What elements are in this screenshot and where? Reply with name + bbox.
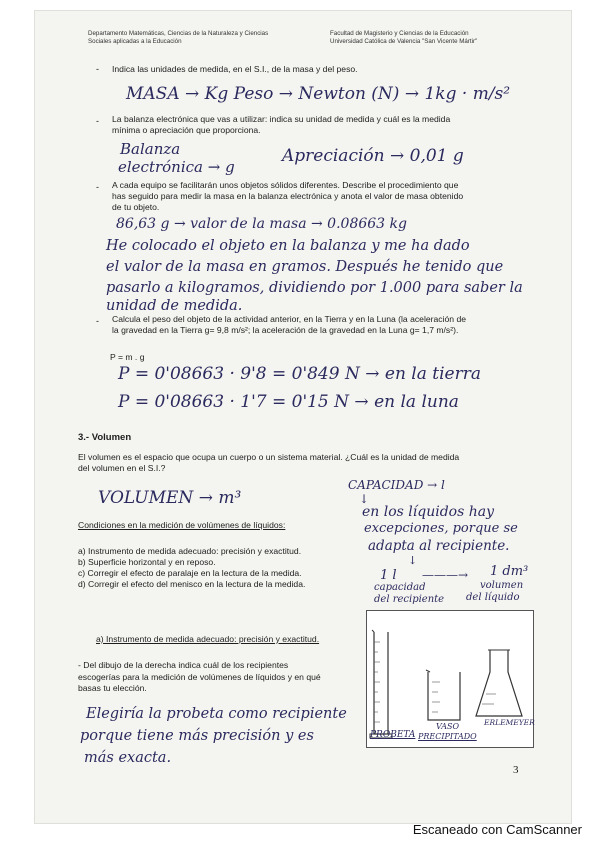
condition-item: d) Corregir el efecto del menisco en la lectura de la medida.: [78, 579, 306, 589]
q3-answer-line2: He colocado el objeto en la balanza y me ha dado: [106, 238, 470, 254]
q3-answer-line3: el valor de la masa en gramos. Después he tenido que: [106, 259, 504, 275]
label-vaso: VASO: [436, 722, 460, 731]
camscanner-footer: Escaneado con CamScanner: [412, 822, 582, 837]
q3-prompt-line1: A cada equipo se facilitarán unos objetos sólidos diferentes. Describe el procedimiento que: [112, 180, 459, 190]
q4-prompt-line2: la gravedad en la Tierra g= 9,8 m/s²; la aceleración de la gravedad en la Luna g= 1,7 m/s²).: [112, 325, 459, 335]
page-number: 3: [513, 764, 519, 776]
side-cap-1: capacidad: [374, 582, 426, 593]
subsection-a-title-text: a) Instrumento de medida adecuado: precisión y exactitud.: [96, 634, 320, 644]
label-probeta: PROBETA: [370, 730, 416, 740]
label-precipitado: PRECIPITADO: [418, 732, 477, 741]
q4-bullet: -: [96, 316, 99, 326]
condition-item: a) Instrumento de medida adecuado: precisión y exactitud.: [78, 546, 302, 556]
header-left: [88, 30, 318, 46]
q3-prompt-line2: has seguido para medir la masa en la balanza electrónica y anota el valor de masa obtenido: [112, 191, 464, 201]
section-intro-line2: del volumen en el S.I.?: [78, 463, 166, 473]
q3-answer-line1: 86,63 g → valor de la masa → 0.08663 kg: [116, 216, 407, 232]
q2-prompt: [112, 114, 450, 136]
q4-prompt-line1: Calcula el peso del objeto de la actividad anterior, en la Tierra y en la Luna (la aceleración de: [112, 314, 466, 324]
q1-answer: MASA → Kg Peso → Newton (N) → 1kg · m/s²: [126, 84, 511, 104]
side-vol-2: del líquido: [466, 592, 520, 603]
subsection-a-prompt: [78, 660, 321, 695]
label-erlenmeyer: ERLEMEYER: [484, 718, 535, 727]
q2-answer-a2: electrónica → g: [118, 158, 235, 176]
q4-answer-line2: P = 0'08663 · 1'7 = 0'15 N → en la luna: [118, 392, 459, 412]
q2-prompt-line1: La balanza electrónica que vas a utilizar: indica su unidad de medida y cuál es la medida: [112, 114, 451, 124]
section-title: 3.- Volumen: [78, 432, 132, 443]
subsection-a-prompt-line1: - Del dibujo de la derecha indica cuál de los recipientes: [78, 660, 289, 670]
side-note-4: adapta al recipiente.: [368, 538, 510, 554]
conditions-list: [78, 546, 305, 590]
q3-answer-line4: pasarlo a kilogramos, dividiendo por 1.000 para saber la: [106, 280, 523, 296]
side-note-3: excepciones, porque se: [364, 521, 518, 536]
side-eq-arrow: ———→: [422, 568, 469, 582]
q2-answer-a1: Balanza: [120, 140, 181, 158]
q2-bullet: -: [96, 116, 99, 126]
condition-item: c) Corregir el efecto de paralaje en la lectura de la medida.: [78, 568, 302, 578]
side-note-1: CAPACIDAD → l: [348, 478, 445, 492]
subsection-a-title: [96, 634, 319, 645]
side-vol-1: volumen: [480, 580, 524, 591]
q3-prompt: [112, 180, 463, 213]
subsection-a-answer-line2: porque tiene más precisión y es: [80, 728, 314, 744]
section-intro-line1: El volumen es el espacio que ocupa un cuerpo o un sistema material. ¿Cuál es la unidad de medida: [78, 452, 460, 462]
header-left-line2: Sociales aplicadas a la Educación: [88, 38, 182, 45]
header-right-line1: Facultad de Magisterio y Ciencias de la Educación: [330, 30, 469, 37]
side-eq-right: 1 dm³: [490, 564, 529, 579]
q2-answer-b: Apreciación → 0,01 g: [282, 146, 464, 166]
header-right: [330, 30, 570, 46]
q2-prompt-line2: mínima o apreciación que proporciona.: [112, 125, 261, 135]
q4-prompt: [112, 314, 466, 336]
q3-bullet: -: [96, 182, 99, 192]
q1-prompt: Indica las unidades de medida, en el S.I., de la masa y del peso.: [112, 64, 358, 74]
condition-item: b) Superficie horizontal y en reposo.: [78, 557, 216, 567]
conditions-title: Condiciones en la medición de volúmenes de líquidos:: [78, 520, 286, 530]
side-eq-left: 1 l: [380, 568, 397, 583]
side-eq-arrow-down: ↓: [408, 554, 418, 567]
q1-bullet: -: [96, 64, 99, 74]
header-left-line1: Departamento Matemáticas, Ciencias de la Naturaleza y Ciencias: [88, 30, 269, 37]
q3-answer-line5: unidad de medida.: [106, 298, 243, 314]
section-answer: VOLUMEN → m³: [98, 488, 242, 508]
q4-formula: P = m . g: [110, 352, 145, 362]
side-note-arrow: ↓: [359, 492, 370, 506]
q3-prompt-line3: de tu objeto.: [112, 202, 160, 212]
subsection-a-prompt-line2: escogerías para la medición de volúmenes de líquidos y en qué: [78, 671, 321, 682]
subsection-a-prompt-line3: basas tu elección.: [78, 683, 147, 693]
header-right-line2: Universidad Católica de Valencia "San Vicente Mártir": [330, 38, 478, 45]
subsection-a-answer-line1: Elegiría la probeta como recipiente: [86, 706, 347, 722]
q4-answer-line1: P = 0'08663 · 9'8 = 0'849 N → en la tierra: [118, 364, 482, 384]
subsection-a-answer-line3: más exacta.: [84, 750, 172, 766]
side-note-2: en los líquidos hay: [362, 504, 495, 520]
section-intro: [78, 452, 459, 474]
side-cap-2: del recipiente: [374, 594, 445, 605]
